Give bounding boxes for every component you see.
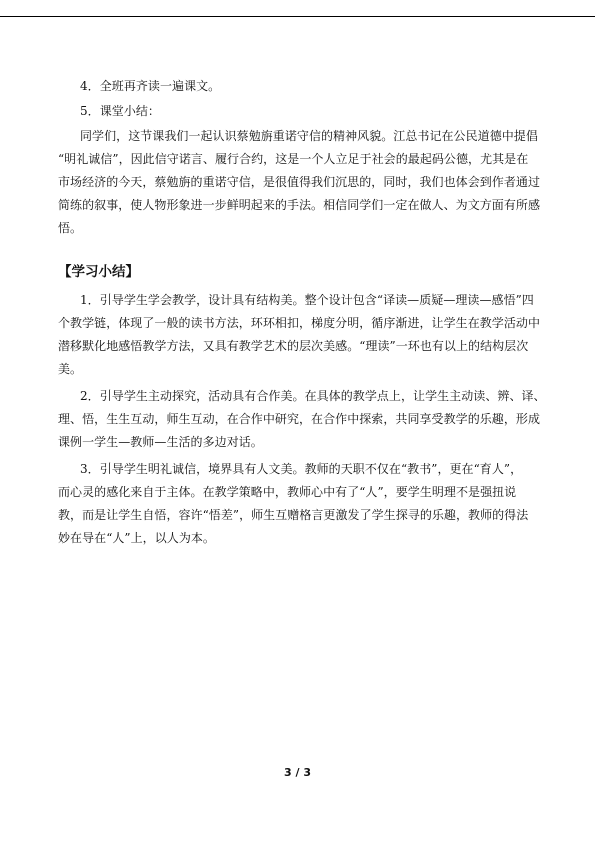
point-1-line: 美。: [58, 362, 83, 376]
point-1-line: 个教学链，体现了一般的读书方法，环环相扣，梯度分明，循序渐进，让学生在教学活动中: [58, 316, 541, 330]
section-heading: 【学习小结】: [58, 264, 139, 280]
point-3-line: 3．引导学生明礼诚信，境界具有人文美。教师的天职不仅在“教书”，更在“育人”，: [80, 462, 523, 476]
point-3-line: 教，而是让学生自悟，容许“悟差”，师生互赠格言更激发了学生探寻的乐趣，教师的得法: [58, 508, 529, 522]
point-2-line: 理、悟，生生互动，师生互动，在合作中研究，在合作中探索，共同享受教学的乐趣，形成: [58, 412, 541, 426]
point-1-line: 潜移默化地感悟教学方法，又具有教学艺术的层次美感。“理读”一环也有以上的结构层次: [58, 339, 529, 353]
point-1-line: 1．引导学生学会教学，设计具有结构美。整个设计包含“译读—质疑—理读—感悟”四: [80, 293, 534, 307]
header-rule: [0, 16, 595, 17]
summary-line: 简练的叙事，使人物形象进一步鲜明起来的手法。相信同学们一定在做人、为文方面有所感: [58, 198, 541, 212]
point-3-line: 妙在导在“人”上，以人为本。: [58, 531, 215, 545]
step-4-text: 4．全班再齐读一遍课文。: [80, 79, 221, 93]
point-2-line: 课例一学生—教师—生活的多边对话。: [58, 435, 263, 449]
summary-line: 悟。: [58, 221, 83, 235]
summary-line: 市场经济的今天，蔡勉旃的重诺守信，是很值得我们沉思的，同时，我们也体会到作者通过: [58, 175, 541, 189]
summary-line: “明礼诚信”，因此信守诺言、履行合约，这是一个人立足于社会的最起码公德，尤其是在: [58, 152, 529, 166]
summary-line: 同学们，这节课我们一起认识蔡勉旃重诺守信的精神风貌。江总书记在公民道德中提倡: [80, 129, 538, 143]
point-3-line: 而心灵的感化来自于主体。在教学策略中，教师心中有了“人”，要学生明理不是强扭说: [58, 485, 517, 499]
page-number: 3 / 3: [284, 766, 311, 779]
point-2-line: 2．引导学生主动探究，活动具有合作美。在具体的教学点上，让学生主动读、辨、译、: [80, 389, 546, 403]
step-5-text: 5．课堂小结：: [80, 104, 160, 118]
